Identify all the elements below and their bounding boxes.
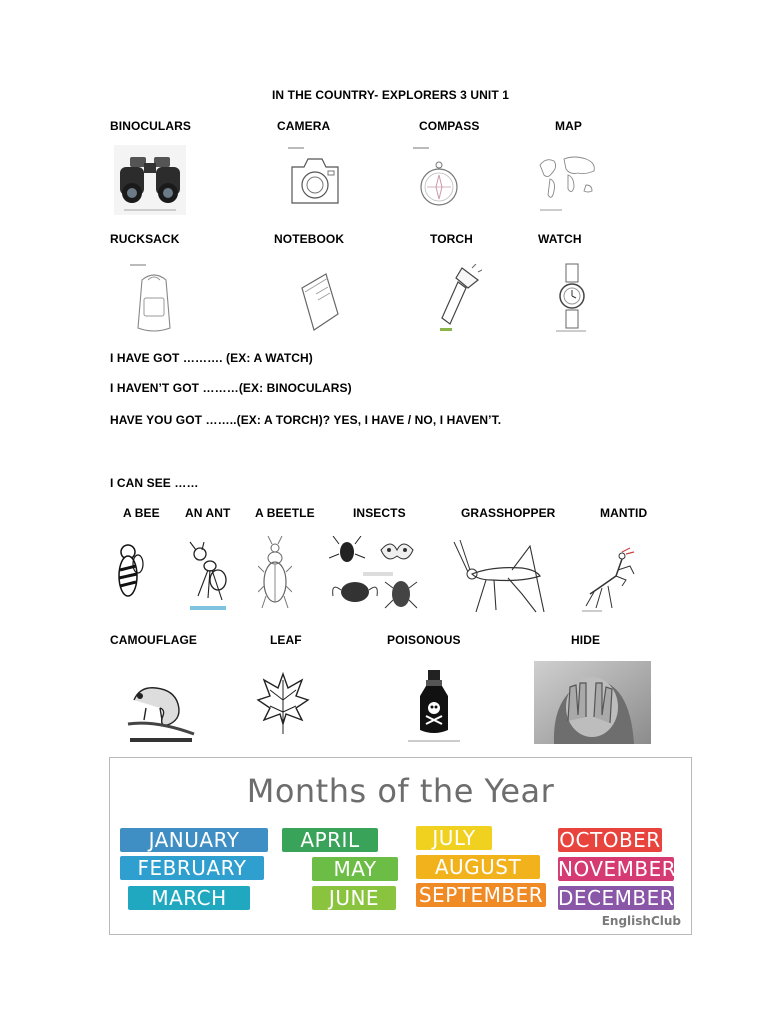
label-binoculars: BINOCULARS	[110, 119, 191, 133]
watch-image	[556, 262, 588, 334]
label-rucksack: RUCKSACK	[110, 232, 180, 246]
label-torch: TORCH	[430, 232, 473, 246]
month-december: DECEMBER	[558, 886, 675, 910]
label-bee: A BEE	[123, 506, 160, 520]
month-january: JANUARY	[120, 828, 268, 852]
label-grasshopper: GRASSHOPPER	[461, 506, 556, 520]
label-leaf: LEAF	[270, 633, 302, 647]
page-title: IN THE COUNTRY- EXPLORERS 3 UNIT 1	[272, 88, 509, 102]
month-june: JUNE	[312, 886, 396, 910]
label-notebook: NOTEBOOK	[274, 232, 345, 246]
label-hide: HIDE	[571, 633, 601, 647]
notebook-image	[298, 270, 342, 334]
month-february: FEBRUARY	[120, 856, 264, 880]
month-may: MAY	[312, 857, 398, 881]
sentence-havent-got: I HAVEN’T GOT ………(EX: BINOCULARS)	[110, 381, 352, 395]
label-ant: AN ANT	[185, 506, 231, 520]
month-october: OCTOBER	[559, 828, 661, 852]
mantid-image	[582, 546, 652, 614]
label-compass: COMPASS	[419, 119, 480, 133]
month-november: NOVEMBER	[558, 857, 677, 881]
bee-image	[112, 540, 144, 604]
ant-image	[186, 540, 230, 614]
label-camera: CAMERA	[277, 119, 331, 133]
months-of-the-year-panel	[109, 757, 692, 935]
torch-image	[438, 264, 482, 334]
month-march: MARCH	[128, 886, 250, 910]
months-title: Months of the Year	[246, 772, 555, 810]
hide-photo	[534, 661, 651, 744]
label-camouflage: CAMOUFLAGE	[110, 633, 197, 647]
label-beetle: A BEETLE	[255, 506, 315, 520]
sentence-have-got: I HAVE GOT ………. (EX: A WATCH)	[110, 351, 313, 365]
i-can-see: I CAN SEE ……	[110, 476, 199, 490]
month-september: SEPTEMBER	[416, 883, 546, 907]
sentence-have-you-got: HAVE YOU GOT ……..(EX: A TORCH)? YES, I HAVE / NO, I HAVEN’T.	[110, 413, 502, 427]
month-july: JULY	[416, 826, 492, 850]
insects-image	[329, 536, 421, 614]
englishclub-logo: EnglishClub	[601, 914, 681, 928]
rucksack-image	[128, 262, 180, 336]
label-mantid: MANTID	[600, 506, 648, 520]
compass-image	[411, 145, 467, 215]
poison-bottle-image	[406, 668, 462, 746]
label-poisonous: POISONOUS	[387, 633, 461, 647]
label-insects: INSECTS	[353, 506, 406, 520]
binoculars-image	[114, 145, 186, 215]
camera-image	[284, 145, 344, 215]
leaf-image	[256, 670, 310, 736]
month-april: APRIL	[282, 828, 378, 852]
label-map: MAP	[555, 119, 582, 133]
map-image	[534, 145, 602, 215]
chameleon-image	[126, 672, 196, 744]
month-august: AUGUST	[416, 855, 540, 879]
grasshopper-image	[452, 538, 550, 614]
label-watch: WATCH	[538, 232, 582, 246]
beetle-image	[258, 536, 292, 614]
